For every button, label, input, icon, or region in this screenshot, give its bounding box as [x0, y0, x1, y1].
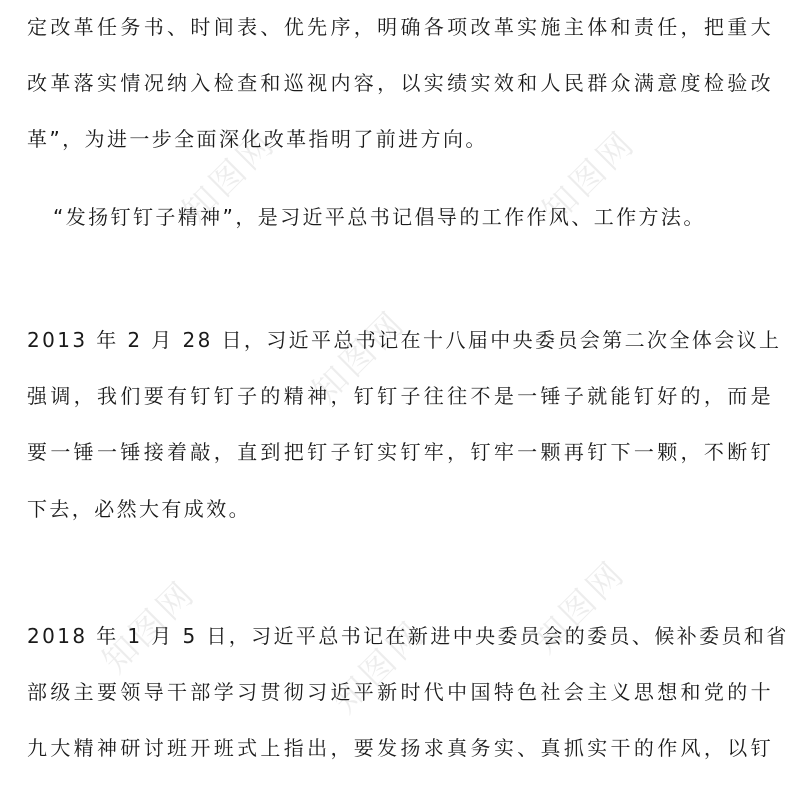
watermark: 知图网: [175, 122, 284, 232]
text-line: 九大精神研讨班开班式上指出，要发扬求真务实、真抓实干的作风，以钉: [27, 736, 773, 760]
text-line: “发扬钉钉子精神”，是习近平总书记倡导的工作作风、工作方法。: [53, 205, 706, 229]
watermark: 知图网: [305, 302, 414, 412]
watermark: 知图网: [535, 122, 644, 232]
text-line: 改革落实情况纳入检查和巡视内容，以实绩实效和人民群众满意度检验改: [27, 71, 773, 95]
text-line: 部级主要领导干部学习贯彻习近平新时代中国特色社会主义思想和党的十: [27, 680, 773, 704]
watermark: 知图网: [325, 612, 434, 722]
text-line: 强调，我们要有钉钉子的精神，钉钉子往往不是一锤子就能钉好的，而是: [27, 384, 773, 408]
text-line: 下去，必然大有成效。: [27, 497, 251, 521]
watermark: 知图网: [95, 572, 204, 682]
text-line: 要一锤一锤接着敲，直到把钉子钉实钉牢，钉牢一颗再钉下一颗，不断钉: [27, 440, 773, 464]
text-line: 革”，为进一步全面深化改革指明了前进方向。: [27, 127, 488, 151]
text-line: 2013 年 2 月 28 日，习近平总书记在十八届中央委员会第二次全体会议上: [27, 328, 782, 352]
watermark: 知图网: [525, 552, 634, 662]
text-line: 2018 年 1 月 5 日，习近平总书记在新进中央委员会的委员、候补委员和省: [27, 624, 789, 648]
text-line: 定改革任务书、时间表、优先序，明确各项改革实施主体和责任，把重大: [27, 15, 773, 39]
